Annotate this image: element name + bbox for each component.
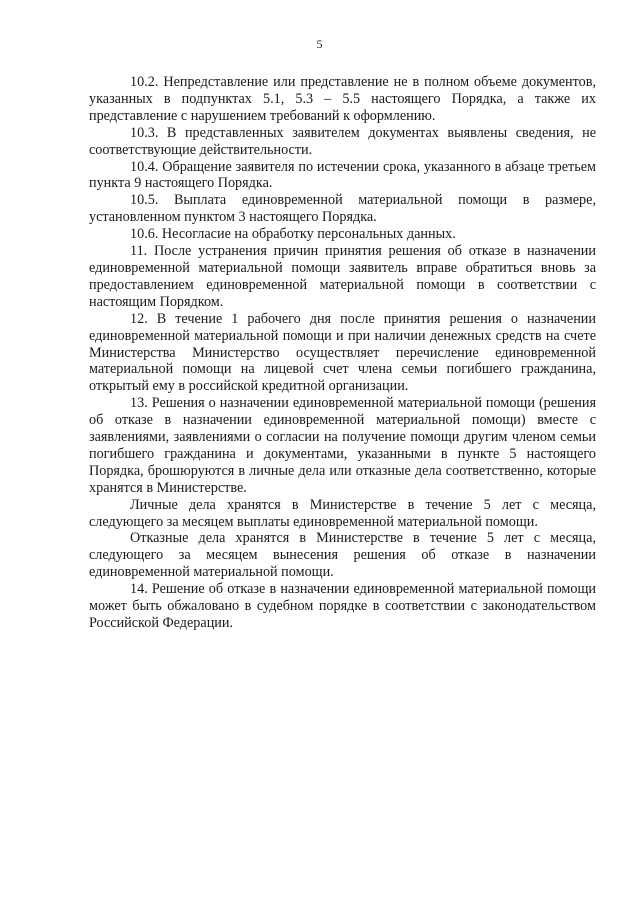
paragraph-13-personal-files: Личные дела хранятся в Министерстве в течение 5 лет с месяца, следующего за месяцем выплаты единовременной материальной помощи. xyxy=(89,496,596,530)
paragraph-10-4: 10.4. Обращение заявителя по истечении срока, указанного в абзаце третьем пункта 9 настоящего Порядка. xyxy=(89,158,596,192)
paragraph-10-5: 10.5. Выплата единовременной материальной помощи в размере, установленном пунктом 3 настоящего Порядка. xyxy=(89,192,596,226)
paragraph-10-2: 10.2. Непредставление или представление не в полном объеме документов, указанных в подпунктах 5.1, 5.3 – 5.5 настоящего Порядка, а также их представление с нарушением требований к оформлению. xyxy=(89,74,596,124)
paragraph-11: 11. После устранения причин принятия решения об отказе в назначении единовременной материальной помощи заявитель вправе обратиться вновь за предоставлением единовременной материальной помощи в соответствии с настоящим Порядком. xyxy=(89,243,596,310)
paragraph-10-3: 10.3. В представленных заявителем документах выявлены сведения, не соответствующие действительности. xyxy=(89,124,596,158)
page-number: 5 xyxy=(316,37,323,51)
paragraph-14: 14. Решение об отказе в назначении единовременной материальной помощи может быть обжаловано в судебном порядке в соответствии с законодательством Российской Федерации. xyxy=(89,581,596,631)
paragraph-10-6: 10.6. Несогласие на обработку персональных данных. xyxy=(130,226,456,243)
paragraph-13-refusal-files: Отказные дела хранятся в Министерстве в течение 5 лет с месяца, следующего за месяцем вынесения решения об отказе в назначении единовременной материальной помощи. xyxy=(89,530,596,581)
document-body xyxy=(89,74,596,632)
paragraph-13: 13. Решения о назначении единовременной материальной помощи (решения об отказе в назначении единовременной материальной помощи) вместе с заявлениями, заявлениями о согласии на получение помощи другим членом семьи погибшего гражданина и документами, указанными в пункте 5 настоящего Порядка, брошюруются в личные дела или отказные дела соответственно, которые хранятся в Министерстве. xyxy=(89,395,596,496)
paragraph-12: 12. В течение 1 рабочего дня после принятия решения о назначении единовременной материальной помощи и при наличии денежных средств на счете Министерства Министерство осуществляет перечисление единовременной материальной помощи на лицевой счет члена семьи погибшего гражданина, открытый ему в российской кредитной организации. xyxy=(89,310,596,395)
